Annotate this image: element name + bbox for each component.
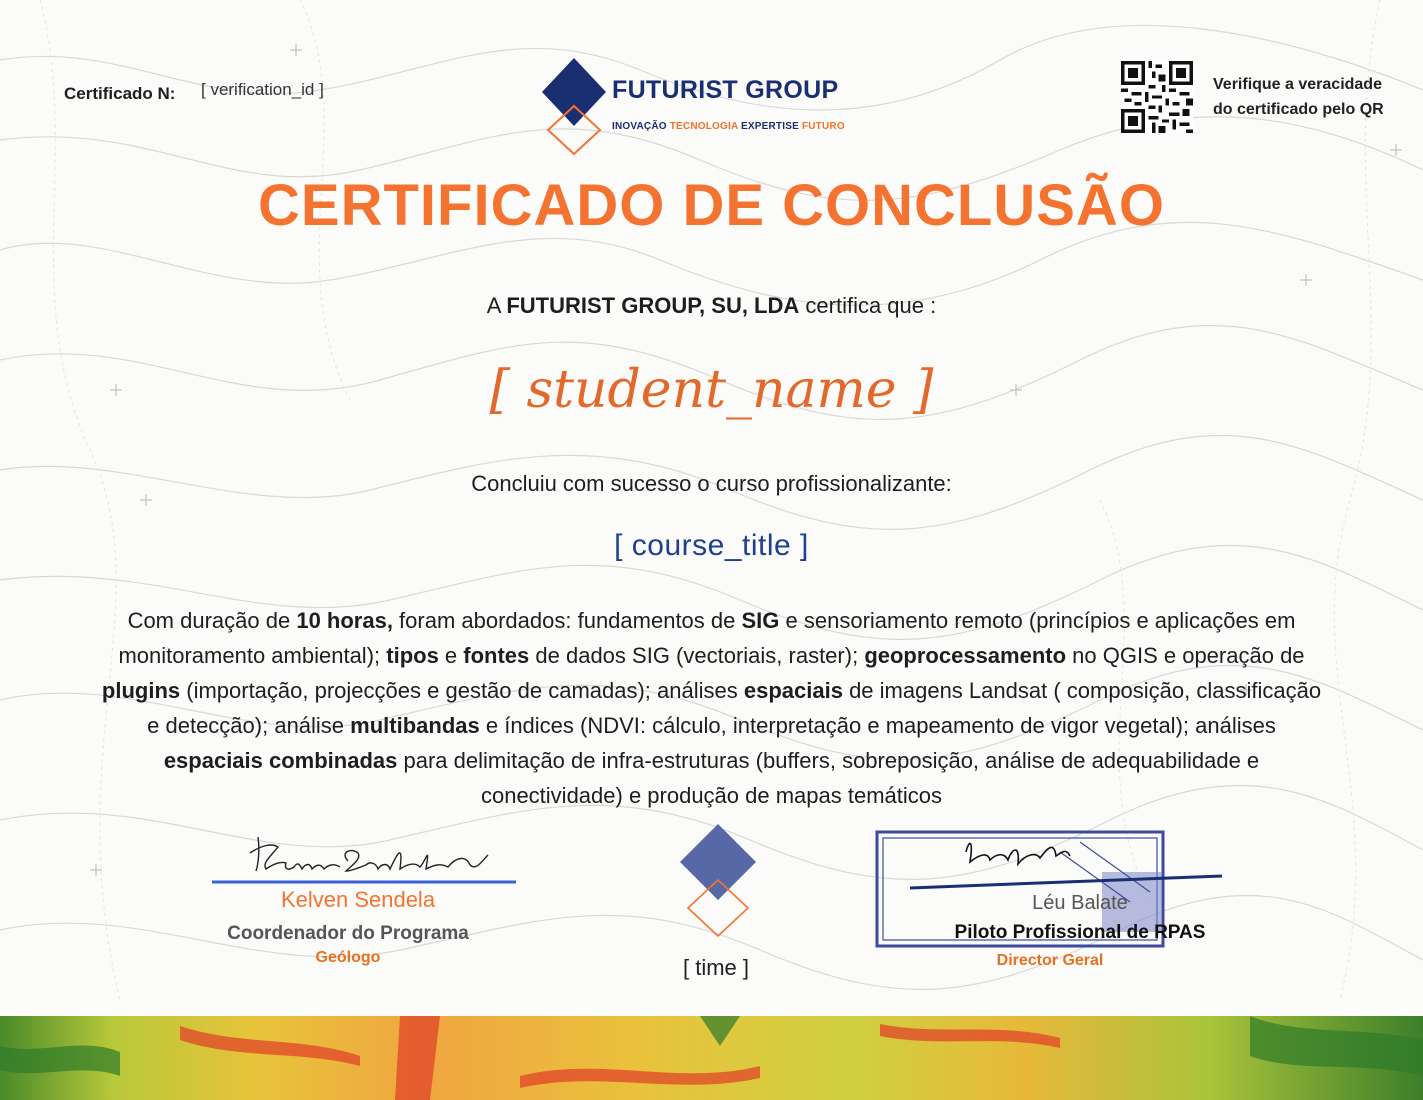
description-emphasis: fontes bbox=[463, 643, 530, 668]
description-text: no QGIS e operação de bbox=[1066, 643, 1305, 668]
completion-statement: Concluiu com sucesso o curso profissionalizante: bbox=[471, 471, 952, 496]
description-text: e índices (NDVI: cálculo, interpretação e mapeamento de vigor vegetal); análises bbox=[479, 713, 1276, 738]
course-description bbox=[100, 603, 1323, 813]
diamond-emblem-icon bbox=[670, 820, 766, 940]
qr-text-line: Verifique a veracidade bbox=[1213, 76, 1382, 93]
qr-code-icon[interactable] bbox=[1121, 61, 1193, 133]
qr-text-line: do certificado pelo QR bbox=[1213, 101, 1384, 118]
student-name: [ student_name ] bbox=[489, 360, 934, 420]
description-text: e bbox=[438, 643, 464, 668]
qr-verification-text bbox=[1213, 72, 1403, 122]
description-emphasis: geoprocessamento bbox=[864, 643, 1067, 668]
description-emphasis: multibandas bbox=[350, 713, 480, 738]
description-text: de imagens Landsat ( composição, classificação e detecção); análise bbox=[147, 678, 1322, 738]
certificate-title: CERTIFICADO DE CONCLUSÃO bbox=[258, 173, 1165, 238]
signature-kelven bbox=[200, 825, 520, 887]
intro-prefix: A bbox=[486, 293, 507, 318]
signatory-role: Coordenador do Programa bbox=[227, 923, 469, 944]
signatory-director bbox=[870, 812, 1230, 982]
description-text: Com duração de bbox=[127, 608, 297, 633]
tagline-word: INOVAÇÃO bbox=[612, 121, 667, 132]
description-text: (importação, projecções e gestão de camadas); análises bbox=[180, 678, 744, 703]
issue-time: [ time ] bbox=[682, 955, 749, 980]
description-text: de dados SIG (vectoriais, raster); bbox=[529, 643, 865, 668]
description-emphasis: tipos bbox=[386, 643, 439, 668]
tagline-word: TECNOLOGIA bbox=[669, 121, 739, 132]
signatory-title: Geólogo bbox=[315, 949, 381, 966]
signatory-role: Piloto Profissional de RPAS bbox=[954, 922, 1206, 943]
description-emphasis: SIG bbox=[741, 608, 780, 633]
description-text: foram abordados: fundamentos de bbox=[392, 608, 742, 633]
intro-line bbox=[0, 293, 1423, 319]
logo-title: FUTURIST GROUP bbox=[612, 76, 839, 104]
signatory-coordinator bbox=[200, 825, 530, 975]
logo-diamond-icon bbox=[536, 56, 612, 156]
description-emphasis: plugins bbox=[101, 678, 181, 703]
description-emphasis: 10 horas, bbox=[296, 608, 393, 633]
signatory-title: Director Geral bbox=[996, 952, 1104, 969]
logo-tagline bbox=[612, 121, 845, 132]
description-emphasis: espaciais combinadas bbox=[163, 748, 398, 773]
signatory-name: Léu Balate bbox=[1032, 892, 1128, 914]
intro-suffix: certifica que : bbox=[799, 293, 937, 318]
description-text: e sensoriamento remoto (princípios e aplicações em monitoramento ambiental); bbox=[118, 608, 1296, 668]
description-text: para delimitação de infra-estruturas (buffers, sobreposição, análise de adequabilidade e conectividade) e produção de mapas temáticos bbox=[397, 748, 1260, 808]
signatory-name: Kelven Sendela bbox=[280, 887, 436, 912]
certificate-number-label: Certificado N: bbox=[64, 84, 176, 103]
course-title: [ course_title ] bbox=[614, 529, 809, 562]
company-name: FUTURIST GROUP, SU, LDA bbox=[506, 293, 800, 318]
description-emphasis: espaciais bbox=[743, 678, 843, 703]
certificate-number-value: [ verification_id ] bbox=[201, 80, 324, 99]
tagline-word: FUTURO bbox=[801, 121, 845, 132]
tagline-word: EXPERTISE bbox=[741, 121, 799, 132]
ndvi-image-band bbox=[0, 1016, 1423, 1100]
company-logo bbox=[536, 56, 856, 156]
